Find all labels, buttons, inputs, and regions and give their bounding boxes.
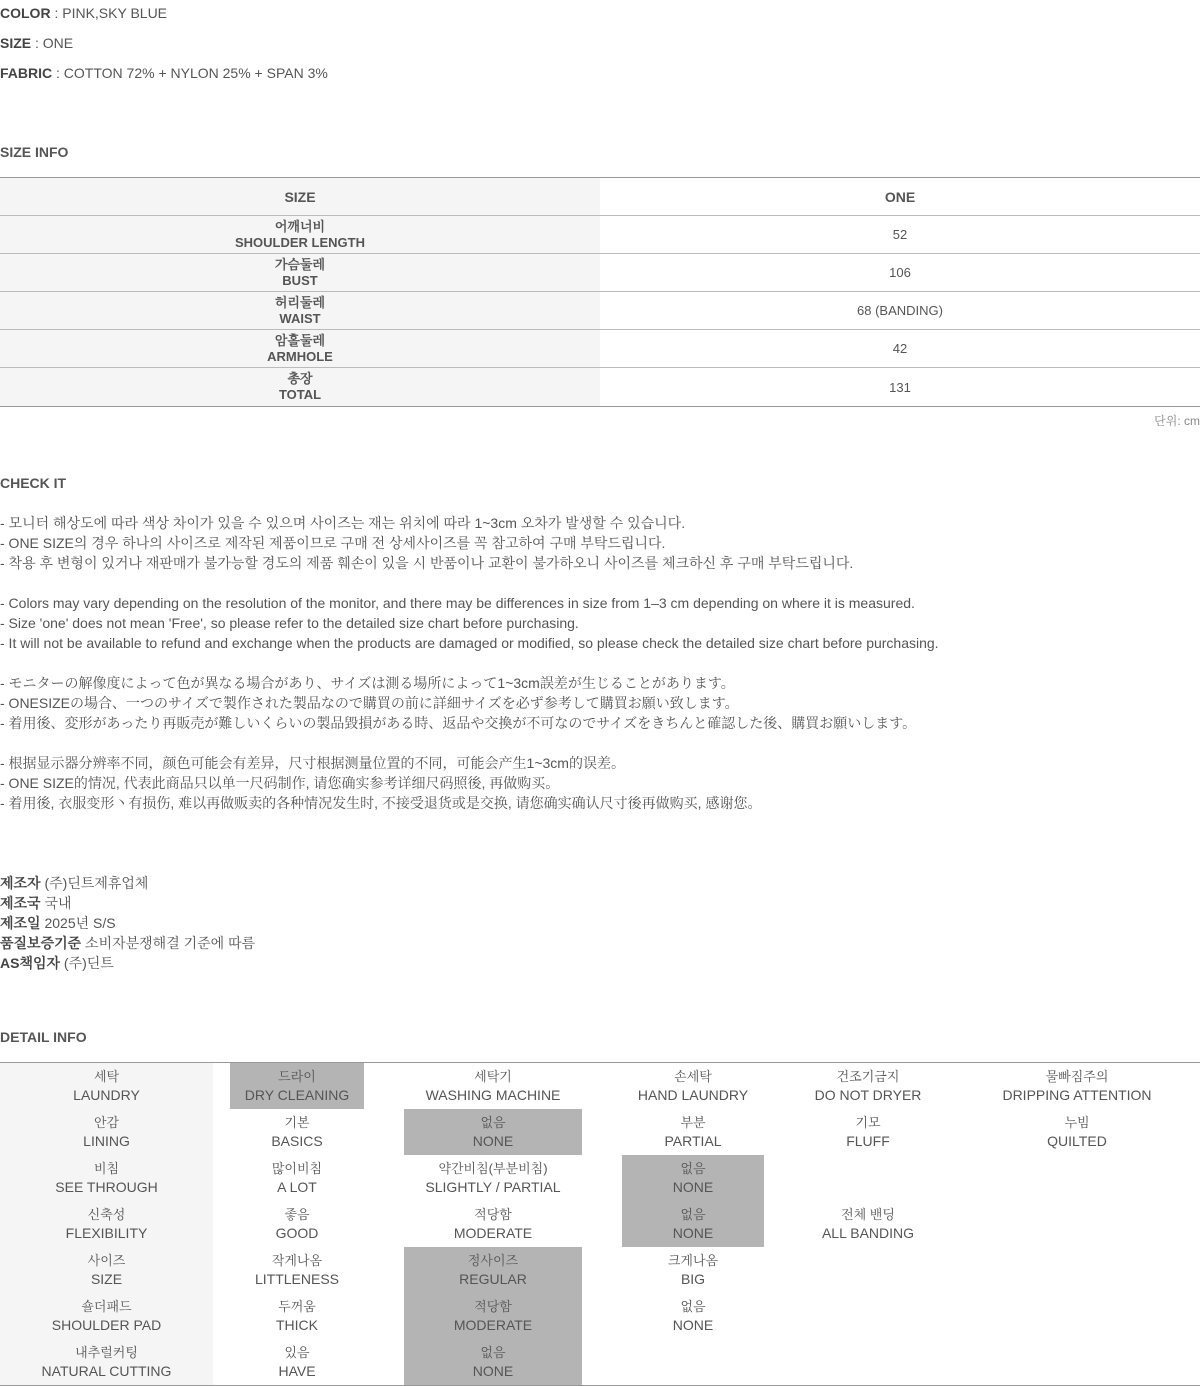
detail-en: THICK bbox=[276, 1317, 318, 1333]
maker-country bbox=[0, 893, 72, 913]
size-label-kr: 허리둘레 bbox=[274, 294, 326, 310]
detail-kr: 정사이즈 bbox=[467, 1253, 519, 1268]
size-label bbox=[0, 330, 600, 367]
spec-fabric bbox=[0, 63, 328, 83]
note-line: - ONE SIZE의 경우 하나의 사이즈로 제작된 제품이므로 구매 전 상세사이즈를 꼭 참고하여 구매 부탁드립니다. bbox=[0, 535, 666, 551]
detail-kr: 약간비침(부분비침) bbox=[438, 1161, 548, 1176]
detail-en: NATURAL CUTTING bbox=[41, 1363, 172, 1379]
detail-en: REGULAR bbox=[459, 1271, 527, 1287]
detail-option bbox=[230, 1339, 364, 1385]
detail-option bbox=[230, 1247, 364, 1293]
size-label-en: WAIST bbox=[279, 310, 321, 326]
detail-kr: 많이비침 bbox=[271, 1161, 323, 1176]
detail-kr: 없음 bbox=[480, 1345, 506, 1360]
note-line: - 모니터 해상도에 따라 색상 차이가 있을 수 있으며 사이즈는 재는 위치에 따라 1~3cm 오차가 발생할 수 있습니다. bbox=[0, 515, 686, 531]
maker-value: (주)딘트 bbox=[63, 955, 114, 971]
note-line: - It will not be available to refund and exchange when the products are damaged or modified, so please check the detailed size chart before purchasing. bbox=[0, 635, 939, 651]
detail-option bbox=[404, 1339, 582, 1385]
detail-kr: 작게나옴 bbox=[271, 1253, 323, 1268]
detail-kr: 없음 bbox=[680, 1207, 706, 1222]
detail-en: MODERATE bbox=[453, 1225, 533, 1241]
check-it-title: CHECK IT bbox=[0, 475, 67, 491]
detail-en: PARTIAL bbox=[664, 1133, 722, 1149]
detail-en: LINING bbox=[83, 1133, 130, 1149]
detail-row-label bbox=[0, 1339, 213, 1385]
spec-size bbox=[0, 33, 73, 53]
detail-option bbox=[790, 1109, 946, 1155]
detail-kr: 세탁 bbox=[93, 1069, 120, 1084]
detail-en: NONE bbox=[672, 1179, 714, 1195]
detail-kr: 신축성 bbox=[87, 1207, 126, 1222]
size-unit: 단위: cm bbox=[1154, 414, 1200, 428]
detail-kr: 숄더패드 bbox=[81, 1299, 132, 1314]
size-label bbox=[0, 368, 600, 406]
detail-option bbox=[230, 1293, 364, 1339]
detail-option bbox=[404, 1063, 582, 1109]
detail-en: SLIGHTLY / PARTIAL bbox=[425, 1179, 561, 1195]
size-table-header bbox=[0, 178, 1200, 216]
size-value: 106 bbox=[889, 265, 911, 280]
size-label-en: BUST bbox=[282, 272, 318, 288]
note-line: - Size 'one' does not mean 'Free', so please refer to the detailed size chart before purchasing. bbox=[0, 615, 579, 631]
detail-kr: 누빔 bbox=[1064, 1115, 1090, 1130]
detail-kr: 드라이 bbox=[278, 1069, 316, 1084]
detail-kr: 적당함 bbox=[474, 1299, 512, 1314]
detail-option bbox=[230, 1155, 364, 1201]
maker-value: 국내 bbox=[44, 895, 72, 911]
detail-en: LAUNDRY bbox=[73, 1087, 140, 1103]
detail-en: DRIPPING ATTENTION bbox=[1002, 1087, 1152, 1103]
size-table bbox=[0, 177, 1200, 407]
maker-date bbox=[0, 913, 116, 933]
spec-value: : PINK,SKY BLUE bbox=[54, 5, 168, 21]
detail-en: SEE THROUGH bbox=[55, 1179, 158, 1195]
detail-row-label bbox=[0, 1293, 213, 1339]
size-label-en: ARMHOLE bbox=[267, 348, 333, 364]
detail-en: SIZE bbox=[90, 1271, 123, 1287]
detail-en: HAVE bbox=[278, 1363, 316, 1379]
detail-option bbox=[622, 1109, 764, 1155]
detail-kr: 없음 bbox=[480, 1115, 506, 1130]
note-line: - モニターの解像度によって色が異なる場合があり、サイズは測る場所によって1~3cm誤差が生じることがあります。 bbox=[0, 675, 735, 691]
detail-en: MODERATE bbox=[453, 1317, 533, 1333]
note-line: - 着用後, 衣服变形丶有损伤, 难以再做贩卖的各种情况发生时, 不接受退货或是交换, 请您确实确认尺寸後再做购买, 感谢您。 bbox=[0, 795, 762, 811]
size-value: 131 bbox=[889, 379, 911, 395]
detail-kr: 내추럴커팅 bbox=[75, 1345, 138, 1360]
detail-kr: 기본 bbox=[284, 1115, 310, 1130]
detail-option bbox=[622, 1247, 764, 1293]
spec-key: SIZE bbox=[0, 35, 32, 51]
detail-option bbox=[622, 1201, 764, 1247]
detail-row-label bbox=[0, 1201, 213, 1247]
detail-en: FLUFF bbox=[846, 1133, 890, 1149]
detail-option bbox=[230, 1063, 364, 1109]
size-label-en: SHOULDER LENGTH bbox=[235, 234, 365, 250]
size-label-en: TOTAL bbox=[278, 387, 322, 402]
spec-key: FABRIC bbox=[0, 65, 53, 81]
detail-kr: 좋음 bbox=[284, 1207, 310, 1222]
detail-en: SHOULDER PAD bbox=[51, 1317, 162, 1333]
note-line: - ONESIZEの場合、一つのサイズで製作された製品なので購買の前に詳細サイズを必ず参考して購買お願い致します。 bbox=[0, 695, 739, 711]
spec-value: : ONE bbox=[35, 35, 74, 51]
detail-en: NONE bbox=[672, 1225, 714, 1241]
detail-kr: 물빠짐주의 bbox=[1045, 1069, 1109, 1084]
detail-option bbox=[230, 1201, 364, 1247]
detail-option bbox=[986, 1109, 1168, 1155]
maker-key: 제조국 bbox=[0, 895, 41, 911]
detail-en: DRY CLEANING bbox=[244, 1087, 350, 1103]
size-row-armhole bbox=[0, 330, 1200, 368]
detail-option bbox=[790, 1201, 946, 1247]
detail-kr: 안감 bbox=[93, 1115, 120, 1130]
detail-kr: 부분 bbox=[680, 1115, 706, 1130]
detail-option bbox=[790, 1063, 946, 1109]
note-line: - 착용 후 변형이 있거나 재판매가 불가능할 경도의 제품 훼손이 있을 시 반품이나 교환이 불가하오니 사이즈를 체크하신 후 구매 부탁드립니다. bbox=[0, 555, 854, 571]
maker-key: 제조자 bbox=[0, 875, 41, 891]
detail-kr: 두꺼움 bbox=[278, 1299, 316, 1314]
detail-en: LITTLENESS bbox=[254, 1271, 340, 1287]
size-label bbox=[0, 216, 600, 253]
detail-option bbox=[622, 1063, 764, 1109]
detail-en: NONE bbox=[472, 1133, 514, 1149]
size-info-title: SIZE INFO bbox=[0, 144, 69, 160]
detail-en: WASHING MACHINE bbox=[425, 1087, 561, 1103]
size-label-kr: 암홀둘레 bbox=[274, 332, 326, 348]
detail-kr: 건조기금지 bbox=[836, 1069, 900, 1084]
detail-kr: 기모 bbox=[855, 1115, 881, 1130]
maker-value: (주)딘트제휴업체 bbox=[44, 875, 149, 891]
detail-en: QUILTED bbox=[1047, 1133, 1107, 1149]
detail-kr: 손세탁 bbox=[674, 1069, 712, 1084]
note-line: - ONE SIZE的情况, 代表此商品只以单一尺码制作, 请您确实参考详细尺码照後, 再做购买。 bbox=[0, 775, 560, 791]
detail-en: NONE bbox=[472, 1363, 514, 1379]
note-line: - Colors may vary depending on the resolution of the monitor, and there may be differences in size from 1–3 cm depending on where it is measured. bbox=[0, 595, 915, 611]
detail-option bbox=[404, 1201, 582, 1247]
detail-option bbox=[404, 1155, 582, 1201]
size-label-kr: 어깨너비 bbox=[274, 218, 326, 234]
detail-kr: 없음 bbox=[680, 1299, 706, 1314]
detail-kr: 세탁기 bbox=[474, 1069, 512, 1084]
spec-color bbox=[0, 3, 167, 23]
size-header-label: SIZE bbox=[0, 178, 600, 215]
maker-manufacturer bbox=[0, 873, 148, 893]
detail-en: BASICS bbox=[271, 1133, 323, 1149]
detail-en: GOOD bbox=[275, 1225, 319, 1241]
detail-option bbox=[404, 1247, 582, 1293]
size-label-kr: 총장 bbox=[287, 371, 313, 386]
size-value: 52 bbox=[892, 227, 908, 242]
maker-key: 품질보증기준 bbox=[0, 935, 82, 951]
maker-key: AS책임자 bbox=[0, 955, 61, 971]
spec-key: COLOR bbox=[0, 5, 51, 21]
detail-kr: 사이즈 bbox=[87, 1253, 126, 1268]
size-label-kr: 가슴둘레 bbox=[274, 256, 326, 272]
detail-info-title: DETAIL INFO bbox=[0, 1029, 87, 1045]
detail-row-label bbox=[0, 1063, 213, 1109]
detail-option bbox=[622, 1155, 764, 1201]
detail-kr: 비침 bbox=[93, 1161, 120, 1176]
size-row-waist bbox=[0, 292, 1200, 330]
detail-row-label bbox=[0, 1155, 213, 1201]
detail-option bbox=[404, 1109, 582, 1155]
detail-en: FLEXIBILITY bbox=[65, 1225, 148, 1241]
maker-value: 2025년 S/S bbox=[44, 915, 116, 931]
detail-table bbox=[0, 1062, 1200, 1386]
detail-en: ALL BANDING bbox=[821, 1225, 915, 1241]
maker-as bbox=[0, 953, 114, 973]
detail-en: A LOT bbox=[277, 1179, 317, 1195]
size-row-total bbox=[0, 368, 1200, 406]
detail-kr: 있음 bbox=[284, 1345, 310, 1360]
detail-en: NONE bbox=[672, 1317, 714, 1333]
detail-row-label bbox=[0, 1109, 213, 1155]
detail-option bbox=[622, 1293, 764, 1339]
size-label bbox=[0, 292, 600, 329]
detail-row-label bbox=[0, 1247, 213, 1293]
size-row-bust bbox=[0, 254, 1200, 292]
maker-value: 소비자분쟁해결 기준에 따름 bbox=[85, 935, 256, 951]
size-header-value: ONE bbox=[884, 188, 916, 205]
detail-kr: 없음 bbox=[680, 1161, 706, 1176]
detail-en: BIG bbox=[680, 1271, 706, 1287]
size-value: 68 (BANDING) bbox=[857, 303, 943, 318]
detail-option bbox=[230, 1109, 364, 1155]
size-label bbox=[0, 254, 600, 291]
maker-warranty bbox=[0, 933, 255, 953]
note-line: - 着用後、変形があったり再販売が難しいくらいの製品毀損がある時、返品や交換が不可なのでサイズをきちんと確認した後、購買お願いします。 bbox=[0, 715, 917, 731]
maker-key: 제조일 bbox=[0, 915, 41, 931]
detail-en: HAND LAUNDRY bbox=[637, 1087, 749, 1103]
note-line: - 根据显示器分辨率不同，颜色可能会有差异，尺寸根据测量位置的不同，可能会产生1~3cm的误差。 bbox=[0, 755, 625, 771]
detail-kr: 전체 밴딩 bbox=[841, 1207, 895, 1222]
detail-kr: 크게나옴 bbox=[667, 1253, 719, 1268]
size-value: 42 bbox=[892, 341, 908, 356]
size-row-shoulder bbox=[0, 216, 1200, 254]
detail-option bbox=[986, 1063, 1168, 1109]
detail-en: DO NOT DRYER bbox=[814, 1087, 922, 1103]
detail-option bbox=[404, 1293, 582, 1339]
spec-value: : COTTON 72% + NYLON 25% + SPAN 3% bbox=[56, 65, 328, 81]
detail-kr: 적당함 bbox=[474, 1207, 512, 1222]
